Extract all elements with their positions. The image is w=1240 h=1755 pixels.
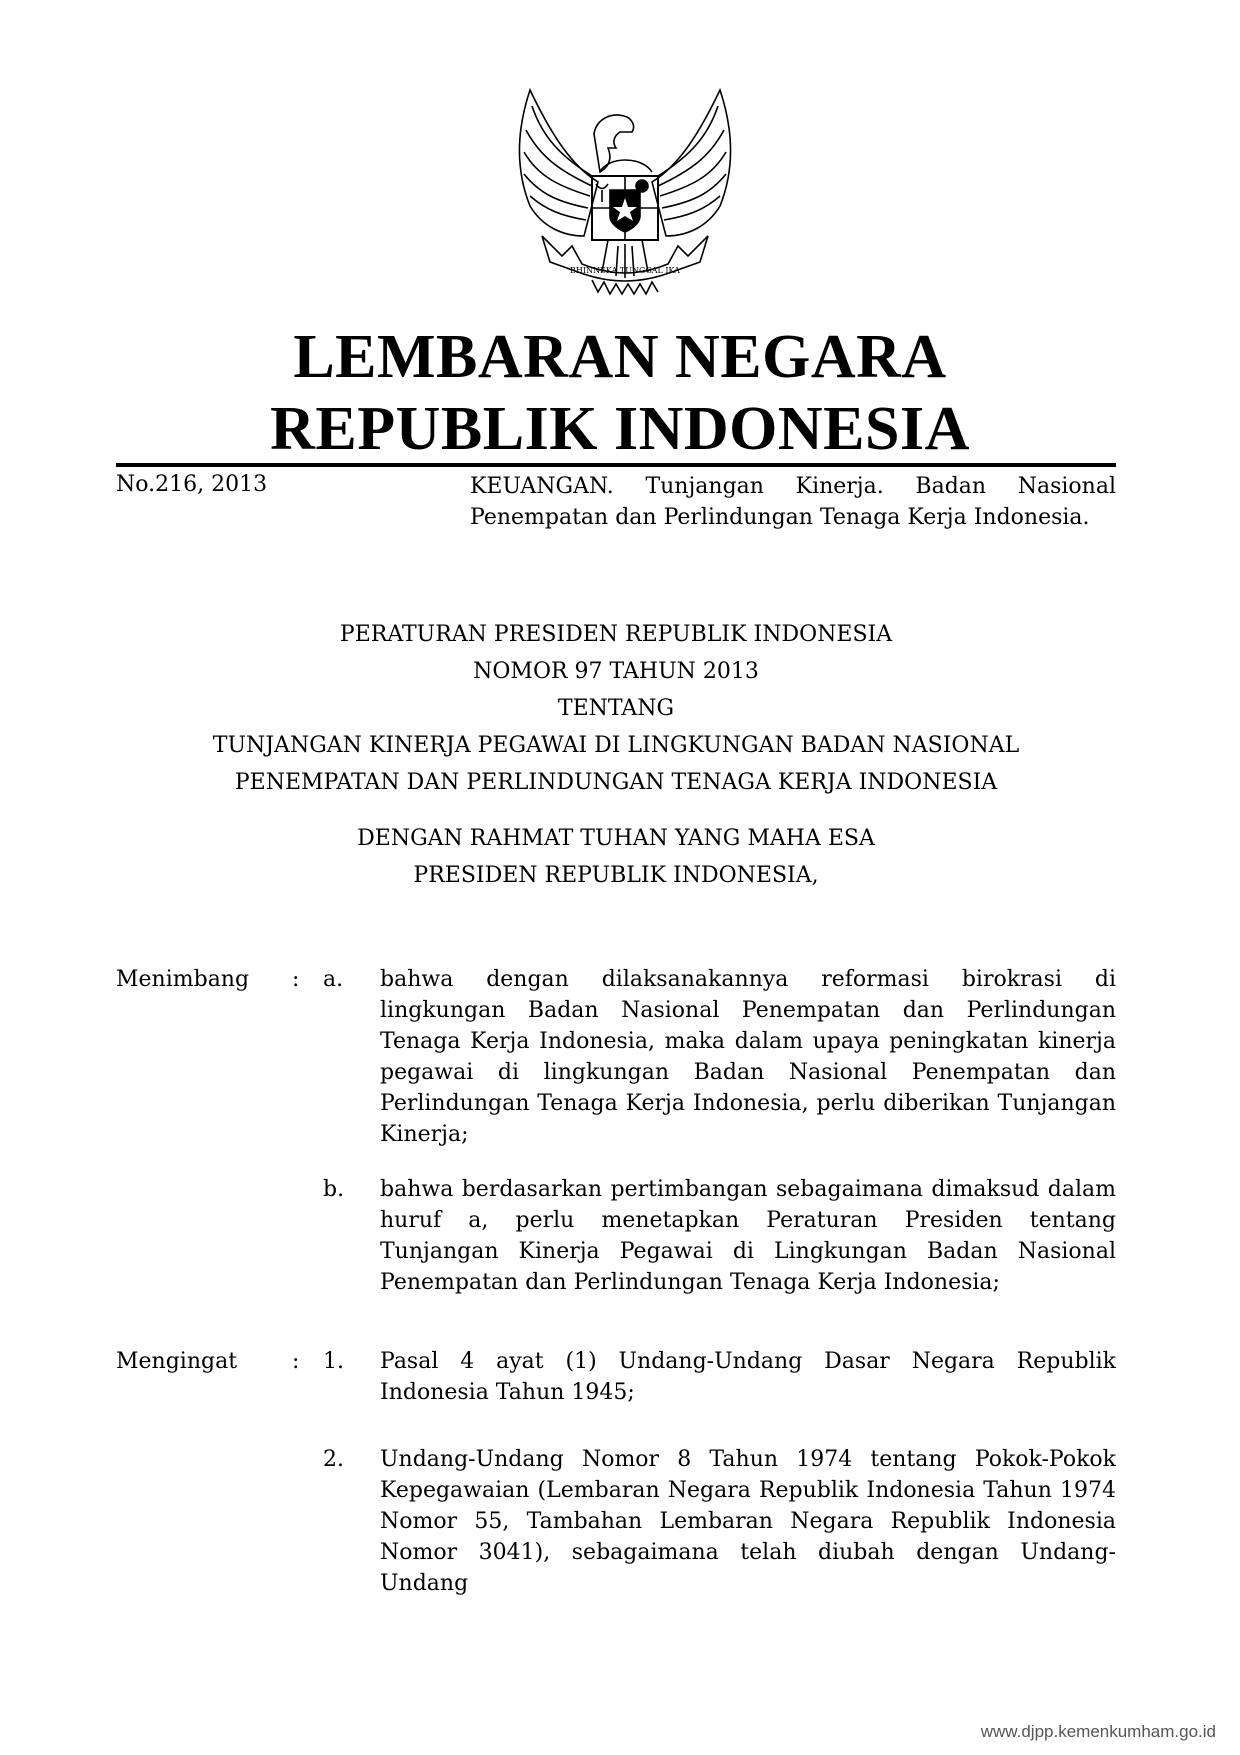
menimbang-label: Menimbang [116,967,250,992]
regulation-type: PERATURAN PRESIDEN REPUBLIK INDONESIA [339,622,893,647]
item-marker: a. [323,967,344,992]
item-text: bahwa berdasarkan pertimbangan sebagaimana dimaksud dalam huruf a, perlu menetapkan Peraturan Presiden tentang Tunjangan Kinerja Pegawai di Lingkungan Badan Nasional Penempatan dan Perlindungan Tenaga Kerja Indonesia; [380,1177,1116,1295]
item-text: Pasal 4 ayat (1) Undang-Undang Dasar Negara Republik Indonesia Tahun 1945; [380,1349,1116,1405]
item-text: bahwa dengan dilaksanakannya reformasi birokrasi di lingkungan Badan Nasional Penempatan dan Perlindungan Tenaga Kerja Indonesia, maka dalam upaya peningkatan kinerja pegawai di lingkungan Badan Nasional Penempatan dan Perlindungan Tenaga Kerja Indonesia, perlu diberikan Tunjangan Kinerja; [380,967,1116,1147]
regulation-invocation: DENGAN RAHMAT TUHAN YANG MAHA ESA [357,826,875,851]
menimbang-colon: : [292,967,300,992]
masthead-title-line2: REPUBLIK INDONESIA [270,395,970,463]
item-marker: 2. [323,1447,344,1472]
svg-text:BHINNEKA TUNGGAL IKA: BHINNEKA TUNGGAL IKA [570,266,680,275]
regulation-about-label: TENTANG [557,696,675,721]
masthead-title-line1: LEMBARAN NEGARA [293,323,947,391]
regulation-subject-line1: TUNJANGAN KINERJA PEGAWAI DI LINGKUNGAN BADAN NASIONAL [212,733,1020,758]
masthead-divider [116,463,1116,467]
garuda-emblem-icon [512,86,738,296]
mengingat-label: Mengingat [116,1349,238,1374]
regulation-subject-line2: PENEMPATAN DAN PERLINDUNGAN TENAGA KERJA INDONESIA [234,770,998,795]
regulation-number: NOMOR 97 TAHUN 2013 [473,659,759,684]
regulation-issuer: PRESIDEN REPUBLIK INDONESIA, [413,863,819,888]
footer-source-url: www.djpp.kemenkumham.go.id [980,1722,1216,1741]
item-text: Undang-Undang Nomor 8 Tahun 1974 tentang Pokok-Pokok Kepegawaian (Lembaran Negara Republik Indonesia Tahun 1974 Nomor 55, Tambahan Lembaran Negara Republik Indonesia Nomor 3041), sebagaimana telah diubah dengan Undang-Undang [380,1447,1116,1596]
mengingat-colon: : [292,1349,300,1374]
item-marker: 1. [323,1349,344,1374]
issue-number: No.216, 2013 [116,472,268,497]
issue-description: KEUANGAN. Tunjangan Kinerja. Badan Nasional Penempatan dan Perlindungan Tenaga Kerja Indonesia. [470,474,1116,530]
item-marker: b. [323,1177,345,1202]
